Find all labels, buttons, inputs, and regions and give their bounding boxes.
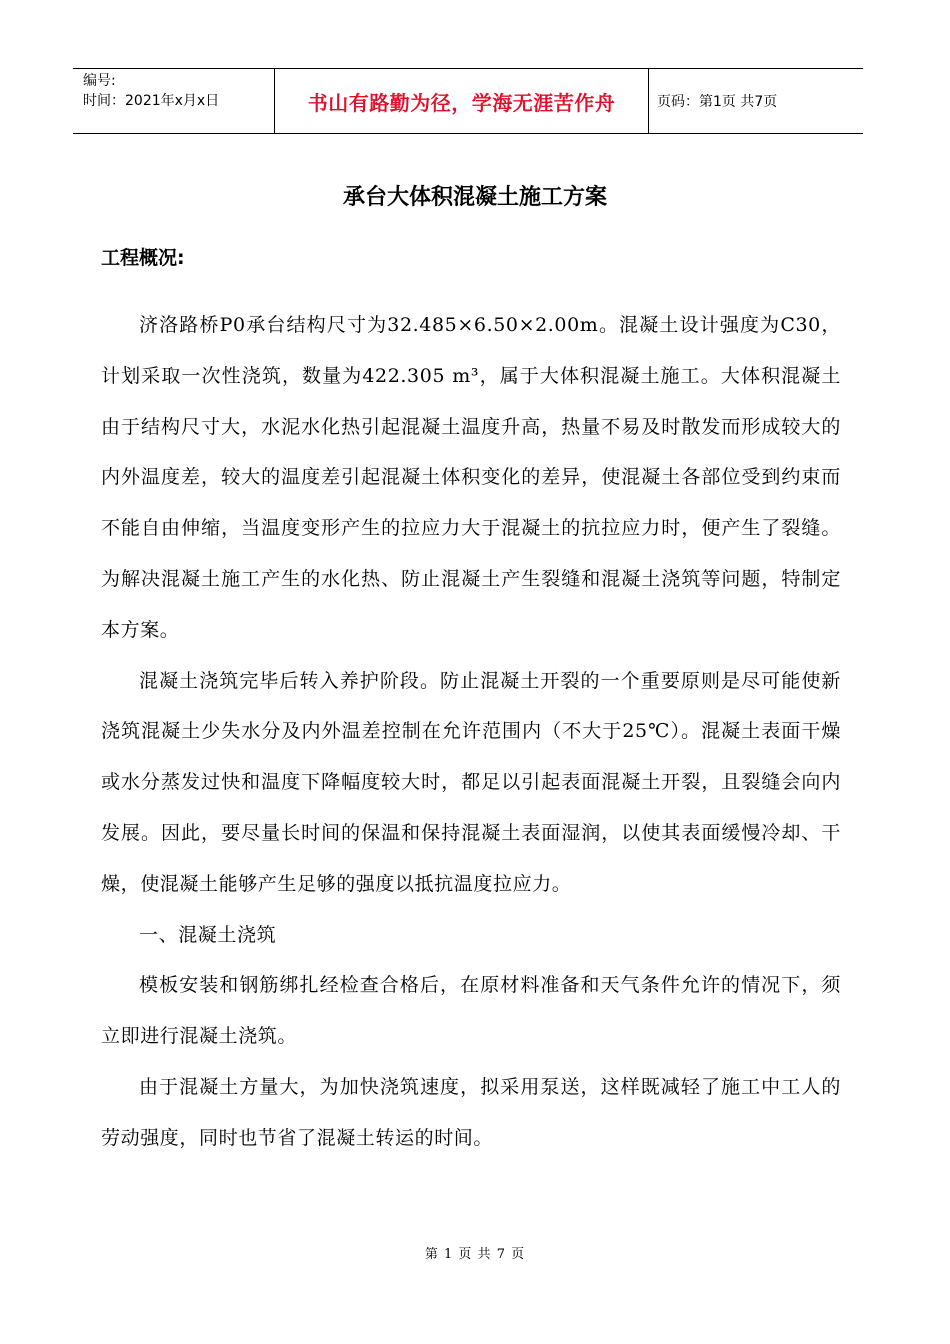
document-body xyxy=(101,300,841,1164)
header-meta xyxy=(83,71,273,111)
paragraph: 混凝土浇筑完毕后转入养护阶段。防止混凝土开裂的一个重要原则是尽可能使新浇筑混凝土少失水分及内外温差控制在允许范围内（不大于25℃）。混凝土表面干燥或水分蒸发过快和温度下降幅度较大时，都足以引起表面混凝土开裂，且裂缝会向内发展。因此，要尽量长时间的保温和保持混凝土表面湿润，以使其表面缓慢冷却、干燥，使混凝土能够产生足够的强度以抵抗温度拉应力。 xyxy=(101,669,841,895)
paragraph: 模板安装和钢筋绑扎经检查合格后，在原材料准备和天气条件允许的情况下，须立即进行混凝土浇筑。 xyxy=(101,974,841,1048)
document-title: 承台大体积混凝土施工方案 xyxy=(342,185,607,210)
page-footer: 第 1 页 共 7 页 xyxy=(424,1247,526,1262)
header-motto: 书山有路勤为径，学海无涯苦作舟 xyxy=(307,90,616,115)
section-heading: 工程概况: xyxy=(101,247,185,269)
document-number-label: 编号: xyxy=(83,73,116,89)
subsection-heading: 一、混凝土浇筑 xyxy=(139,923,277,946)
paragraph: 济洛路桥P0承台结构尺寸为32.485×6.50×2.00m。混凝土设计强度为C30，计划采取一次性浇筑，数量为422.305 m³，属于大体积混凝土施工。大体积混凝土由于结构尺寸大，水泥水化热引起混凝土温度升高，热量不易及时散发而形成较大的内外温度差，较大的温度差引起混凝土体积变化的差异，使混凝土各部位受到约束而不能自由伸缩，当温度变形产生的拉应力大于混凝土的抗拉应力时，便产生了裂缝。为解决混凝土施工产生的水化热、防止混凝土产生裂缝和混凝土浇筑等问题，特制定本方案。 xyxy=(101,314,841,641)
header-page-info: 页码：第1页 共7页 xyxy=(657,94,778,110)
paragraph: 由于混凝土方量大，为加快浇筑速度，拟采用泵送，这样既减轻了施工中工人的劳动强度，同时也节省了混凝土转运的时间。 xyxy=(101,1075,841,1149)
document-time-label: 时间：2021年x月x日 xyxy=(83,93,220,109)
document-header xyxy=(73,68,863,134)
header-divider xyxy=(648,69,649,133)
